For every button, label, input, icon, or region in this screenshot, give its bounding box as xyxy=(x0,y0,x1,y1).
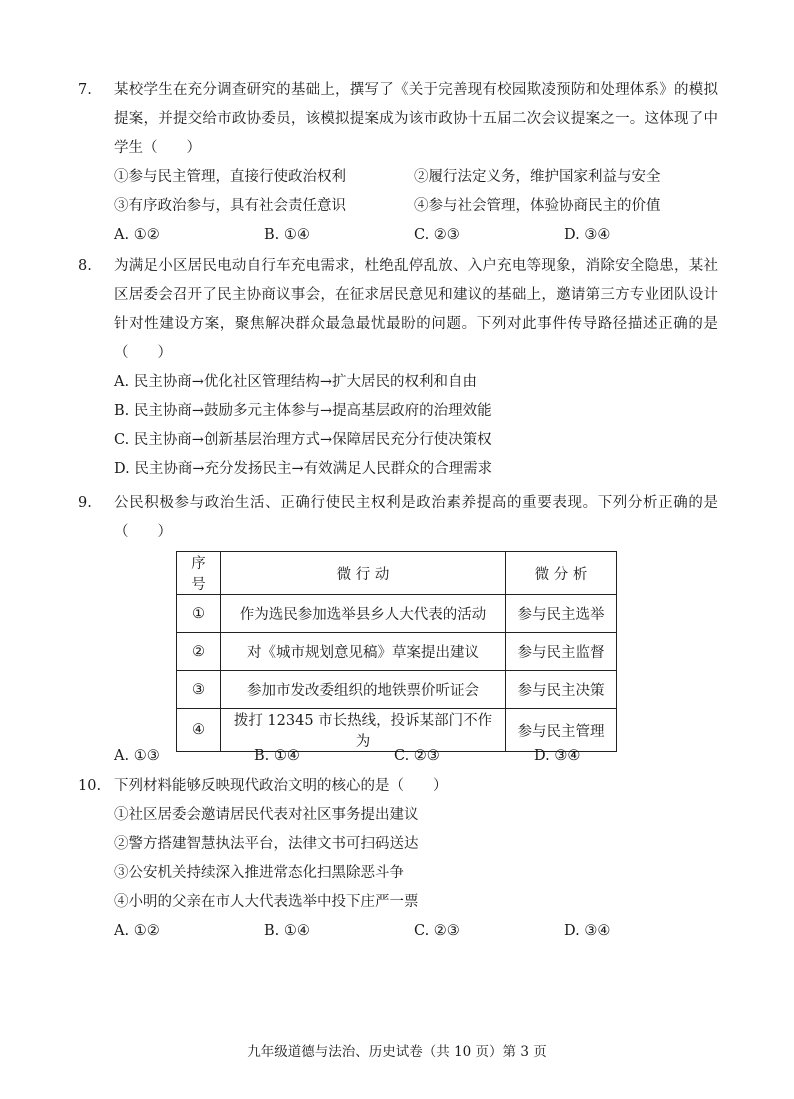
statement-item: ④小明的父亲在市人大代表选举中投下庄严一票 xyxy=(114,894,419,910)
choice-a[interactable]: A. ①② xyxy=(114,923,160,939)
table-row xyxy=(177,633,617,671)
statement-item: ③公安机关持续深入推进常态化扫黑除恶斗争 xyxy=(114,865,404,881)
choice-row xyxy=(114,917,718,946)
statement-row xyxy=(114,163,718,192)
question-10 xyxy=(78,772,718,946)
table-header-cell: 微 分 析 xyxy=(506,552,617,595)
choice-c[interactable]: C. ②③ xyxy=(414,923,460,939)
choice-a[interactable]: A. ①② xyxy=(114,227,160,243)
table-cell: ② xyxy=(177,633,221,671)
table-cell: ③ xyxy=(177,671,221,709)
table-cell: ① xyxy=(177,595,221,633)
table-cell: 参与民主决策 xyxy=(506,671,617,709)
choice-d[interactable]: D. ③④ xyxy=(564,227,611,243)
table-cell: ④ xyxy=(177,709,221,752)
table-row xyxy=(177,671,617,709)
question-number: 8. xyxy=(78,258,92,274)
question-number: 9. xyxy=(78,495,92,511)
table-row xyxy=(177,595,617,633)
choice-b[interactable]: B. ①④ xyxy=(264,227,310,243)
statement-item: ①社区居委会邀请居民代表对社区事务提出建议 xyxy=(114,807,419,823)
statement-item: ③有序政治参与，具有社会责任意识 xyxy=(114,198,346,214)
question-7 xyxy=(78,76,718,250)
choice-c[interactable]: C. 民主协商→创新基层治理方式→保障居民充分行使决策权 xyxy=(114,432,492,448)
question-stem: 某校学生在充分调查研究的基础上，撰写了《关于完善现有校园欺凌预防和处理体系》的模拟提案，并提交给市政协委员，该模拟提案成为该市政协十五届二次会议提案之一。这体现了中学生（ ） xyxy=(114,82,718,156)
choice-a[interactable]: A. ①③ xyxy=(114,748,160,764)
choice-b[interactable]: B. ①④ xyxy=(264,923,310,939)
choice-row xyxy=(114,221,718,250)
question-9 xyxy=(78,489,718,547)
choice-c[interactable]: C. ②③ xyxy=(414,227,460,243)
statement-row xyxy=(114,192,718,221)
question-stem: 下列材料能够反映现代政治文明的核心的是（ ） xyxy=(114,778,448,794)
table-cell: 参加市发改委组织的地铁票价听证会 xyxy=(221,671,506,709)
choice-d[interactable]: D. ③④ xyxy=(534,748,581,764)
table-cell: 对《城市规划意见稿》草案提出建议 xyxy=(221,633,506,671)
table-cell: 作为选民参加选举县乡人大代表的活动 xyxy=(221,595,506,633)
choice-b[interactable]: B. 民主协商→鼓励多元主体参与→提高基层政府的治理效能 xyxy=(114,403,492,419)
question-8 xyxy=(78,252,718,484)
table-header-cell: 微 行 动 xyxy=(221,552,506,595)
table-header-cell: 序号 xyxy=(177,552,221,595)
choice-b[interactable]: B. ①④ xyxy=(254,748,300,764)
page-footer: 九年级道德与法治、历史试卷（共 10 页）第 3 页 xyxy=(247,1044,547,1060)
table-cell: 参与民主管理 xyxy=(506,709,617,752)
statement-item: ④参与社会管理，体验协商民主的价值 xyxy=(414,198,661,214)
table-cell: 参与民主监督 xyxy=(506,633,617,671)
table-cell: 拨打 12345 市长热线，投诉某部门不作为 xyxy=(221,709,506,752)
choice-c[interactable]: C. ②③ xyxy=(394,748,440,764)
question-stem: 公民积极参与政治生活、正确行使民主权利是政治素养提高的重要表现。下列分析正确的是（ ） xyxy=(114,495,718,540)
table-header-row xyxy=(177,552,617,595)
analysis-table xyxy=(176,551,617,752)
question-number: 10. xyxy=(78,778,102,794)
statement-item: ①参与民主管理，直接行使政治权利 xyxy=(114,169,346,185)
question-9-choices xyxy=(114,742,674,771)
choice-d[interactable]: D. 民主协商→充分发扬民主→有效满足人民群众的合理需求 xyxy=(114,461,493,477)
table-cell: 参与民主选举 xyxy=(506,595,617,633)
question-stem: 为满足小区居民电动自行车充电需求，杜绝乱停乱放、入户充电等现象，消除安全隐患，某社区居委会召开了民主协商议事会，在征求居民意见和建议的基础上，邀请第三方专业团队设计针对性建设方案，聚焦解决群众最急最忧最盼的问题。下列对此事件传导路径描述正确的是（ ） xyxy=(114,258,718,361)
choice-d[interactable]: D. ③④ xyxy=(564,923,611,939)
question-number: 7. xyxy=(78,82,92,98)
statement-item: ②履行法定义务，维护国家利益与安全 xyxy=(414,169,661,185)
statement-item: ②警方搭建智慧执法平台，法律文书可扫码送达 xyxy=(114,836,419,852)
choice-a[interactable]: A. 民主协商→优化社区管理结构→扩大居民的权利和自由 xyxy=(114,374,477,390)
